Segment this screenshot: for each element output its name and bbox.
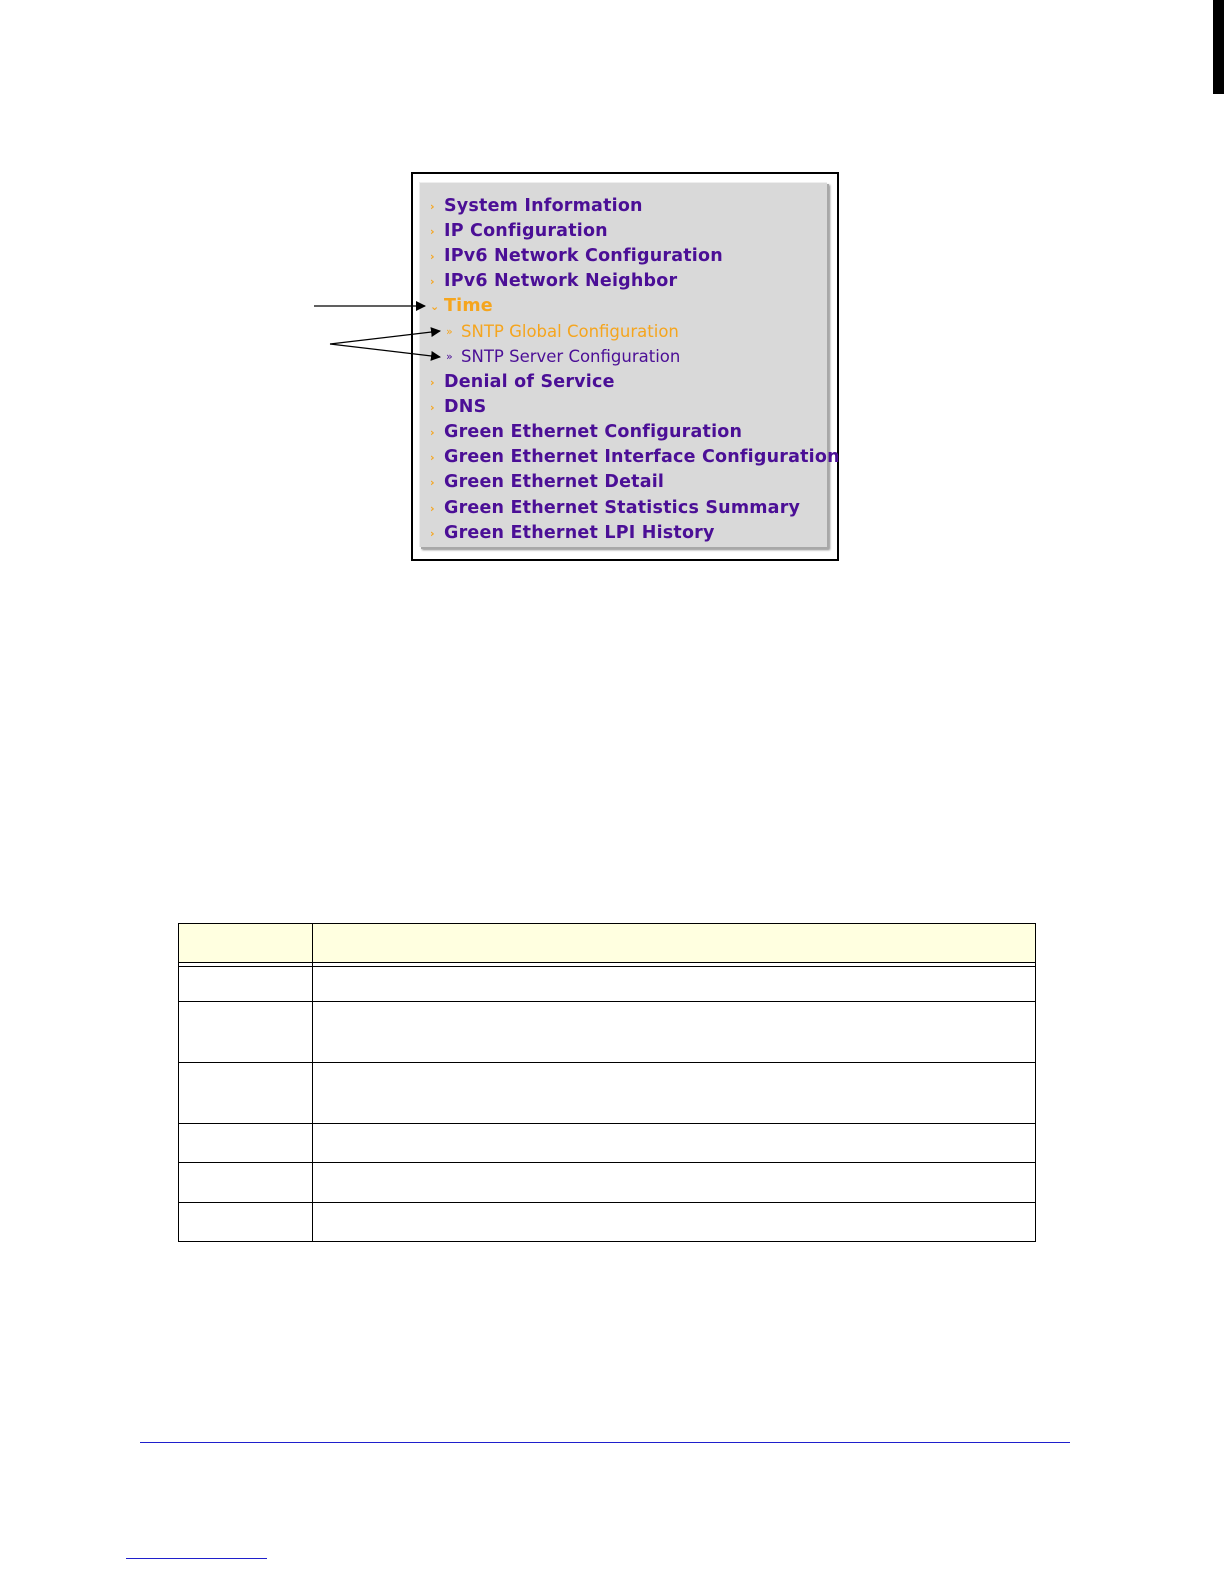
table-header-cell: [313, 924, 1036, 963]
double-chevron-right-icon: »: [446, 324, 453, 338]
chevron-down-icon: ⌄: [430, 299, 440, 313]
menu-item-label: Green Ethernet LPI History: [444, 523, 715, 543]
table-header-cell: [179, 924, 313, 963]
chevron-right-icon: ›: [430, 501, 435, 515]
menu-item-label: Green Ethernet Detail: [444, 472, 665, 492]
table-row: [179, 967, 1036, 1002]
chevron-right-icon: ›: [430, 249, 435, 263]
menu-item-label: IP Configuration: [444, 221, 608, 241]
chevron-right-icon: ›: [430, 400, 435, 414]
table-row: [179, 1063, 1036, 1124]
table-header-row: [179, 924, 1036, 963]
submenu-item-label: SNTP Server Configuration: [461, 346, 681, 366]
menu-item-label: IPv6 Network Neighbor: [444, 271, 678, 291]
footer-link-underline: [126, 1558, 267, 1559]
table-row: [179, 1163, 1036, 1203]
table-row: [179, 1124, 1036, 1163]
footer-divider: [140, 1442, 1070, 1443]
menu-item-label: Denial of Service: [444, 372, 615, 392]
chevron-right-icon: ›: [430, 475, 435, 489]
field-description-table: [178, 923, 1036, 1242]
table-row: [179, 1203, 1036, 1242]
menu-item-label: Green Ethernet Interface Configuration: [444, 447, 840, 467]
chevron-right-icon: ›: [430, 450, 435, 464]
menu-item-label: Green Ethernet Configuration: [444, 422, 743, 442]
table-row: [179, 1002, 1036, 1063]
chevron-right-icon: ›: [430, 526, 435, 540]
chevron-right-icon: ›: [430, 274, 435, 288]
menu-item-label: System Information: [444, 196, 643, 216]
chevron-right-icon: ›: [430, 425, 435, 439]
chevron-right-icon: ›: [430, 224, 435, 238]
chevron-right-icon: ›: [430, 375, 435, 389]
chevron-right-icon: ›: [430, 199, 435, 213]
menu-item-label: Green Ethernet Statistics Summary: [444, 498, 801, 518]
double-chevron-right-icon: »: [446, 349, 453, 363]
submenu-item-label: SNTP Global Configuration: [461, 321, 679, 341]
callout-arrows: [0, 0, 1224, 600]
menu-item-label: Time: [444, 296, 493, 316]
menu-item-label: DNS: [444, 397, 487, 417]
arrow-icon: [330, 331, 440, 344]
menu-item-label: IPv6 Network Configuration: [444, 246, 723, 266]
arrow-icon: [330, 344, 440, 357]
